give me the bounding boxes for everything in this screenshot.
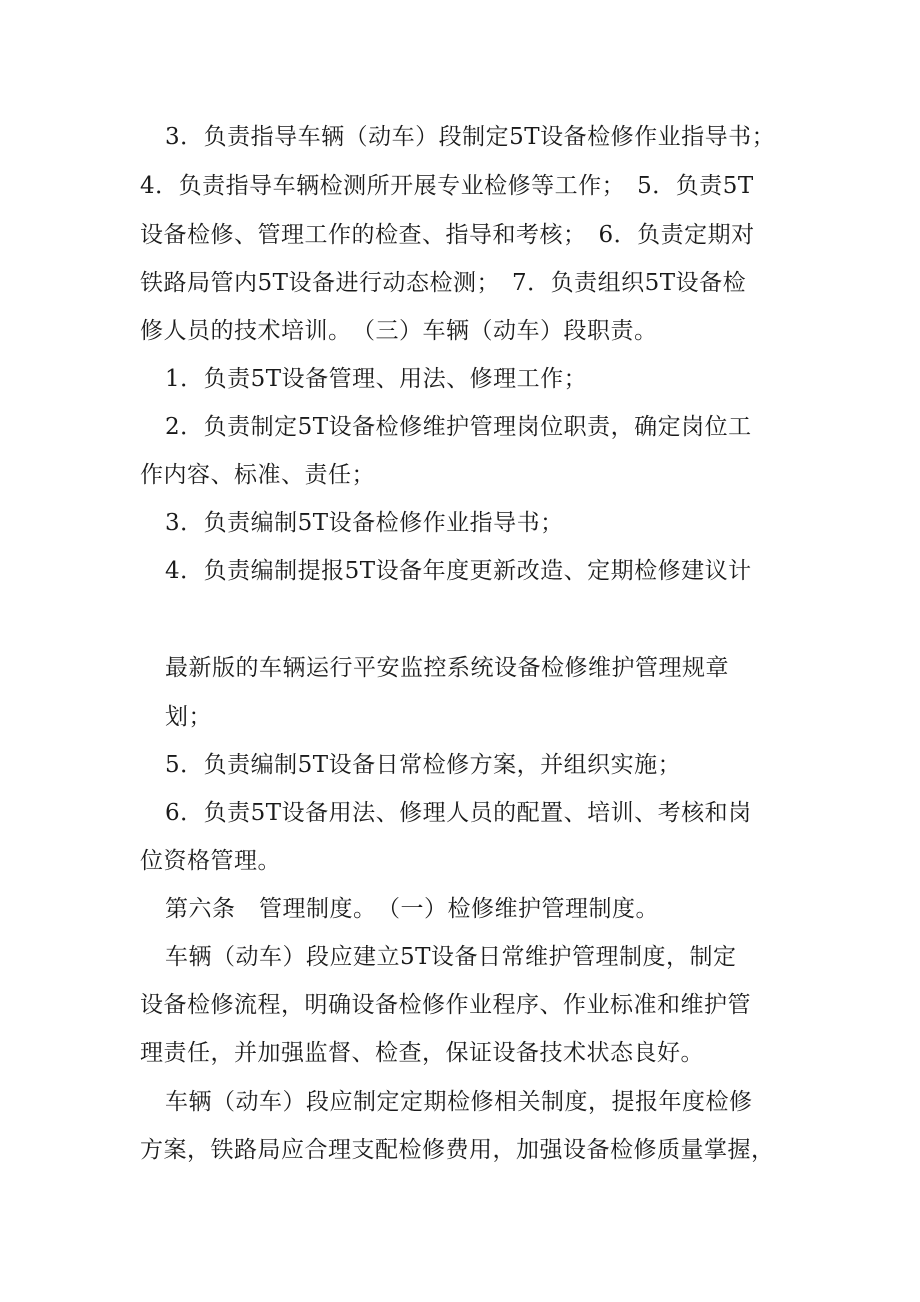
paragraph-line: 设备检修流程，明确设备检修作业程序、作业标准和维护管: [140, 992, 751, 1018]
paragraph-line: 5．负责编制5T设备日常检修方案，并组织实施；: [165, 752, 682, 778]
paragraph-line: 4．负责指导车辆检测所开展专业检修等工作； 5．负责5T: [140, 173, 754, 199]
paragraph-line: 6．负责5T设备用法、修理人员的配置、培训、考核和岗: [165, 800, 752, 826]
paragraph-line: 3．负责编制5T设备检修作业指导书；: [165, 510, 564, 536]
page-header-title: 最新版的车辆运行平安监控系统设备检修维护管理规章: [165, 655, 729, 681]
section-heading: 第六条 管理制度。 （一）检修维护管理制度。: [165, 896, 659, 922]
paragraph-line: 3．负责指导车辆（动车）段制定5T设备检修作业指导书；: [165, 124, 776, 150]
paragraph-line: 作内容、标准、责任；: [140, 462, 375, 488]
paragraph-line: 位资格管理。: [140, 848, 281, 874]
paragraph-line: 1．负责5T设备管理、用法、修理工作；: [165, 366, 588, 392]
paragraph-line: 2．负责制定5T设备检修维护管理岗位职责，确定岗位工: [165, 414, 752, 440]
paragraph-line: 方案，铁路局应合理支配检修费用，加强设备检修质量掌握，: [140, 1137, 775, 1163]
paragraph-line: 设备检修、管理工作的检查、指导和考核； 6．负责定期对: [140, 222, 755, 248]
paragraph-line: 车辆（动车）段应建立5T设备日常维护管理制度，制定: [165, 944, 737, 970]
paragraph-line: 修人员的技术培训。 （三）车辆（动车）段职责。: [140, 318, 658, 344]
paragraph-line: 铁路局管内5T设备进行动态检测； 7．负责组织5T设备检: [140, 270, 747, 296]
paragraph-line: 4．负责编制提报5T设备年度更新改造、定期检修建议计: [165, 558, 752, 584]
paragraph-line: 理责任，并加强监督、检查，保证设备技术状态良好。: [140, 1040, 704, 1066]
paragraph-line: 划；: [165, 704, 212, 730]
paragraph-line: 车辆（动车）段应制定定期检修相关制度，提报年度检修: [165, 1089, 753, 1115]
